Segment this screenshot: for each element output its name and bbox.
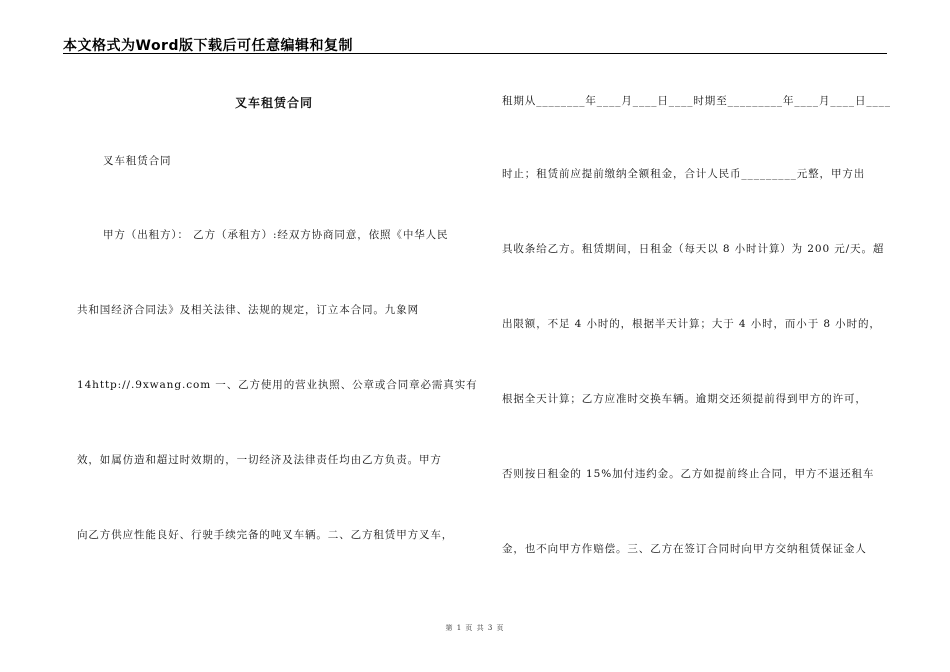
text-line: 共和国经济合同法》及相关法律、法规的规定，订立本合同。九象网 (77, 304, 419, 316)
header-banner: 本文格式为Word版下载后可任意编辑和复制 (63, 38, 353, 54)
text-line: 甲方（出租方）： 乙方（承租方）:经双方协商同意，依照《中华人民 (103, 229, 449, 241)
text-line: 向乙方供应性能良好、行驶手续完备的吨叉车辆。二、乙方租赁甲方叉车， (77, 529, 454, 541)
text-line: 租期从________年____月____日____时期至_________年____月____日____ (502, 95, 891, 107)
text-line: 否则按日租金的 15%加付违约金。乙方如提前终止合同，甲方不退还租车 (502, 468, 875, 480)
text-line: 金，也不向甲方作赔偿。三、乙方在签订合同时向甲方交纳租赁保证金人 (502, 543, 867, 555)
page-number: 第 1 页 共 3 页 (445, 624, 505, 632)
text-line: 时止；租赁前应提前缴纳全额租金，合计人民币_________元整，甲方出 (502, 168, 866, 180)
text-line: 具收条给乙方。租赁期间，日租金（每天以 8 小时计算）为 200 元/天。超 (502, 243, 885, 255)
document-title: 叉车租赁合同 (234, 96, 313, 110)
text-line: 14http://.9xwang.com 一、乙方使用的营业执照、公章或合同章必需真实有 (77, 379, 478, 391)
header-divider (63, 53, 887, 54)
text-line: 效，如属仿造和超过时效期的，一切经济及法律责任均由乙方负责。甲方 (77, 454, 442, 466)
text-line: 叉车租赁合同 (103, 155, 172, 167)
text-line: 根据全天计算；乙方应准时交换车辆。逾期交还须提前得到甲方的许可， (502, 393, 867, 405)
text-line: 出限额，不足 4 小时的，根据半天计算；大于 4 小时，而小于 8 小时的， (502, 318, 881, 330)
